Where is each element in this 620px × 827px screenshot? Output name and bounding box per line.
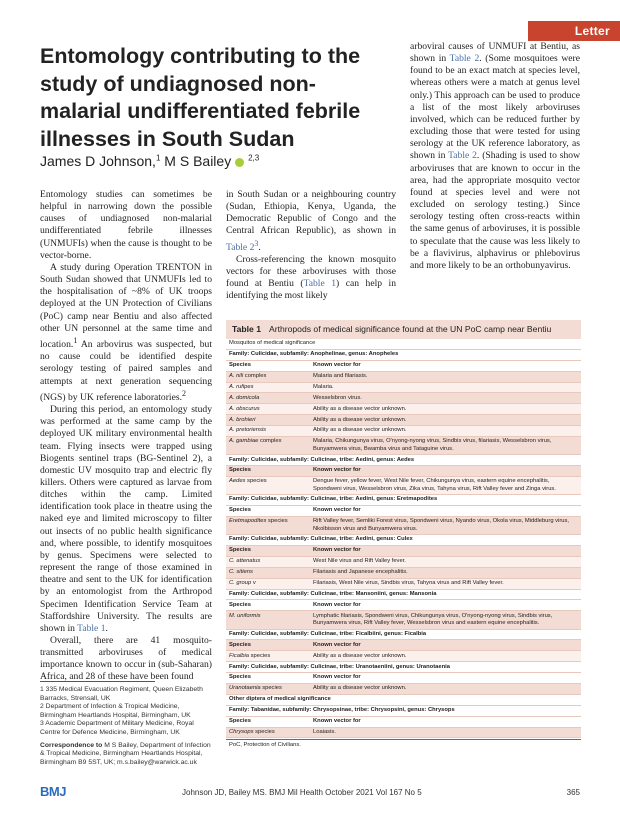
correspondence: Correspondence to M S Bailey, Department of Infection & Tropical Medicine, Birmingham Heartlands Hospital, Birmingham B9 5ST, UK; m.s.bailey@warwick.ac.uk <box>40 741 211 766</box>
table-column-header: Species Known vector for <box>226 717 581 728</box>
table-row: Ficalbia species Ability as a disease vector unknown. <box>226 651 581 662</box>
table-row: A. brohieri Ability as a disease vector unknown. <box>226 415 581 426</box>
table-family-row: Family: Culicidae, subfamily: Culicinae, tribe: Aedini, genus: Aedes <box>226 455 581 466</box>
table-row: A. pretoriensis Ability as a disease vector unknown. <box>226 426 581 437</box>
table-row: Uranotaenia species Ability as a disease vector unknown. <box>226 684 581 695</box>
table-row: A. rufipes Malaria. <box>226 383 581 394</box>
table-family-row: Family: Tabanidae, subfamily: Chrysopsinae, tribe: Chrysopsini, genus: Chrysops <box>226 706 581 717</box>
table-column-header: Species Known vector for <box>226 600 581 611</box>
footnote-divider <box>40 681 155 682</box>
affiliations <box>40 686 215 767</box>
table-link[interactable]: Table 2 <box>448 150 477 162</box>
paragraph: Cross-referencing the known mosquito vectors for these arboviruses with those found at Bentiu (Table 1) can help in identifying the most likely <box>226 253 396 302</box>
table-section-row: Other diptera of medical significance <box>226 695 581 706</box>
reference-sup[interactable]: 3 <box>254 238 259 248</box>
paragraph: Entomology studies can sometimes be helpful in narrowing down the possible causes of undiagnosed non-malarial undifferentiated febrile illnesses (UNMUFIs) when the cause is thought to be vector-borne. <box>40 189 212 261</box>
table-column-header: Species Known vector for <box>226 546 581 557</box>
table-column-header: Species Known vector for <box>226 466 581 477</box>
table-family-row: Family: Culicidae, subfamily: Culicinae, tribe: Aedini, genus: Eretmapodites <box>226 495 581 506</box>
table-row: Eretmapodites species Rift Valley fever, Semliki Forest virus, Spondweni virus, Nyando virus, Okola virus, Middleburg virus, Nkolbisson virus and Bunyamwera virus. <box>226 517 581 535</box>
author-2[interactable]: M S Bailey <box>164 153 232 169</box>
table-column-header: Species Known vector for <box>226 673 581 684</box>
table-link[interactable]: Table 1 <box>77 622 106 634</box>
paragraph: in South Sudan or a neighbouring country (Sudan, Ethiopia, Kenya, Uganda, the Democratic Republic of Congo and the Central African Republic), as shown in Table $2^3$. <box>226 189 396 253</box>
table-column-header: Species Known vector for <box>226 506 581 517</box>
table-row: A. obscurus Ability as a disease vector unknown. <box>226 404 581 415</box>
table-row: C. sitiens Filariasis and Japanese encephalitis. <box>226 568 581 579</box>
citation: Johnson JD, Bailey MS. BMJ Mil Health October 2021 Vol 167 No 5 <box>182 788 422 797</box>
table-footnote: PoC, Protection of Civilians. <box>226 739 581 750</box>
table-link[interactable]: Table 2 <box>449 53 480 65</box>
body-column-2 <box>226 189 396 303</box>
reference-sup[interactable]: 1 <box>73 335 78 345</box>
table-family-row: Family: Culicidae, subfamily: Culicinae, tribe: Mansoniini, genus: Mansonia <box>226 590 581 601</box>
table-row: A. nili complex Malaria and filariasis. <box>226 372 581 383</box>
table-row: Chrysops species Loaiasis. <box>226 728 581 739</box>
author-2-affiliation: 2,3 <box>248 153 260 163</box>
table-row: Aedes species Dengue fever, yellow fever, West Nile fever, Chikungunya virus, eastern equine encephalitis, Spondweni virus, Wesselsbron virus, Zika virus, Tahyna virus, Rift Valley fever and Zinga virus. <box>226 477 581 495</box>
paragraph: arboviral causes of UNMUFI at Bentiu, as shown in Table 2. (Some mosquitoes were found to be an exact match at species level, whereas others were a match at genus level only.) This approach can be used to produce a list of the most likely arboviruses involved, which can be reduced further by excluding those that were tested for using serology at the UK reference laboratory, as shown in Table 2. (Shading is used to show arboviruses that are known to occur in the area, had the appropriate mosquito vector found at species level and were not excluded on serology testing.) Since serology testing often cross-reacts within the same genus of arboviruses, it is possible to speculate that the cause was less likely to be a flavivirus, alphavirus or phlebovirus and more likely to be an orthobunyavirus. <box>410 41 580 271</box>
table-row: C. group v Filariasis, West Nile virus, Sindbis virus, Tahyna virus and Rift Valley fever. <box>226 579 581 590</box>
paragraph: During this period, an entomology study was performed at the same camp by the deployed UK military environmental health team. Flying insects were trapped using Biogents sentinel traps (BG-Sentinel 2), a domestic UV mosquito trap and electric fly killers. Others were captured as larvae from ditches within the camp. Limited identification took place in theatre using the naked eye and limited microscopy to filter out insects of no public health significance and, where possible, to identify mosquitoes by genus. Specimens were selected to represent the range of those examined in theatre and sent to the UK for identification by an entomologist from the Arthropod Specimen Identification Service Team at Staffordshire University. The results are shown in Table 1. <box>40 404 212 634</box>
author-1-affiliation: 1 <box>155 153 161 163</box>
table-column-header: Species Known vector for <box>226 361 581 372</box>
body-column-3 <box>410 41 580 272</box>
table-row: A. domicola Wesselsbron virus. <box>226 393 581 404</box>
table-family-row: Family: Culicidae, subfamily: Culicinae, tribe: Uranotaeniini, genus: Uranotaenia <box>226 662 581 673</box>
affiliation: 3 Academic Department of Military Medicine, Royal Centre for Defence Medicine, Birmingham, UK <box>40 720 194 736</box>
table-caption: Mosquitos of medical significance <box>226 339 581 350</box>
table-family-row: Family: Culicidae, subfamily: Anophelinae, genus: Anopheles <box>226 350 581 361</box>
table-column-header: Species Known vector for <box>226 640 581 651</box>
table-family-row: Family: Culicidae, subfamily: Culicinae, tribe: Aedini, genus: Culex <box>226 535 581 546</box>
affiliation: 1 335 Medical Evacuation Regiment, Queen Elizabeth Barracks, Strensall, UK <box>40 686 203 702</box>
table-link[interactable]: Table 1 <box>303 278 337 290</box>
table-row: M. uniformis Lymphatic filariasis, Spondweni virus, Chikungunya virus, O'nyong-nyong virus, Sindbis virus, Bunyamwera virus, Rift Valley fever, Wesselsbron virus and eastern equine encephalitis. <box>226 611 581 629</box>
table-1 <box>226 320 581 750</box>
orcid-icon[interactable] <box>235 158 244 167</box>
author-line <box>40 153 259 169</box>
article-type-label: Letter <box>574 24 610 38</box>
paragraph: A study during Operation TRENTON in South Sudan showed that UNMUFIs led to the hospitalisation of ~8% of UK troops deployed at the UN Protection of Civilians (PoC) camp near Bentiu and also affected other UN personnel at the same time and location.$^1$ An arbovirus was suspected, but no cause could be identified despite serology testing of paired samples and attempts at next generation sequencing (NGS) by UK reference laboratories.$^2$ <box>40 261 212 403</box>
article-title: Entomology contributing to the study of undiagnosed non-malarial undifferentiated febrile illnesses in South Sudan <box>40 44 361 151</box>
table-link[interactable]: Table 2 <box>226 241 255 253</box>
affiliation: 2 Department of Infection & Tropical Medicine, Birmingham Heartlands Hospital, Birmingham, UK <box>40 703 191 719</box>
paragraph: Overall, there are 41 mosquito-transmitted arboviruses of medical importance known to occur in (sub-Saharan) Africa, and 28 of these have been found <box>40 635 212 683</box>
table-family-row: Family: Culicidae, subfamily: Culicinae, tribe: Ficalbiini, genus: Ficalbia <box>226 630 581 641</box>
bmj-logo[interactable]: BMJ <box>40 784 66 799</box>
article-type-tab <box>528 21 620 41</box>
table-header: Table 1 Arthropods of medical significance found at the UN PoC camp near Bentiu <box>226 320 581 339</box>
author-1[interactable]: James D Johnson, <box>40 153 156 169</box>
reference-sup[interactable]: 2 <box>181 388 186 398</box>
page-number: 365 <box>566 788 580 797</box>
body-column-1 <box>40 189 212 684</box>
table-row: C. attenatus West Nile virus and Rift Valley fever. <box>226 557 581 568</box>
table-row: A. gambiae complex Malaria, Chikungunya virus, O'nyong-nyong virus, Sindbis virus, filariasis, Wesselsbron virus, Bunyamwera virus, Bwamba virus and Tataguine virus. <box>226 437 581 455</box>
